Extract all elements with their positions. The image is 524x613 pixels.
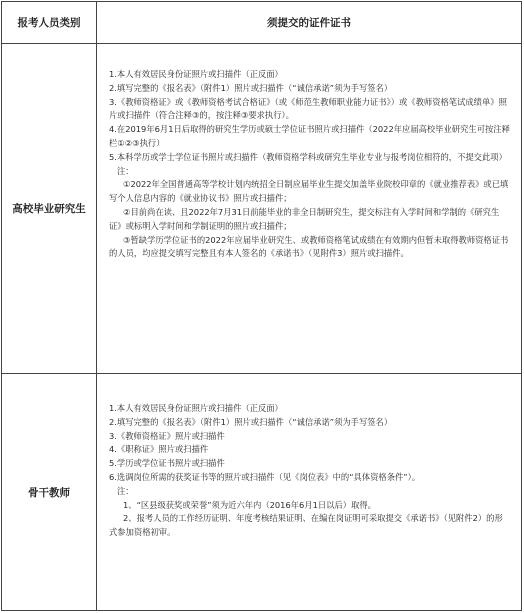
note-label: 注： <box>117 485 134 496</box>
note-item: ③暂缺学历学位证书的2022年应届毕业研究生、或教师资格笔试成绩在有效期内但暂未取得教师资格证书的人员，均应提交填写完整且有本人签名的《承诺书》（见附件3）照片或扫描件。 <box>109 234 509 259</box>
category-cell: 高校毕业研究生 <box>2 44 97 373</box>
list-item: 3.《教师资格证》或《教师资格考试合格证》（或《师范生教师职业能力证书》）或《教师资格笔试成绩单》照片或扫描件（符合注释③的，按注释③要求执行）。 <box>109 96 507 121</box>
requirements-table <box>1 1 522 611</box>
note-item: 2、报考人员的工作经历证明、年度考核结果证明、在编在岗证明可采取提交《承诺书》（见附件2）的形式参加资格初审。 <box>109 513 503 538</box>
note-item: ①2022年全国普通高等学校计划内统招全日制应届毕业生提交加盖毕业院校印章的《就业推荐表》或已填写个人信息内容的《就业协议书》照片或扫描件； <box>109 179 509 204</box>
header-category: 报考人员类别 <box>2 2 97 43</box>
note-item: ②目前尚在读、且2022年7月31日前能毕业的非全日制研究生，提交标注有入学时间和学制的《研究生证》或标明入学时间和学制证明的照片或扫描件； <box>109 206 500 231</box>
list-item: 1.本人有效居民身份证照片或扫描件（正反面） <box>109 69 283 79</box>
list-item: 6.选调岗位所需的获奖证书等的照片或扫描件（见《岗位表》中的“具体资格条件”）。 <box>109 471 421 482</box>
note-item: 1、“区县级获奖或荣誉”须为近六年内（2016年6月1日以后）取得。 <box>123 499 376 510</box>
table-row-key-teacher <box>2 374 521 610</box>
category-cell: 骨干教师 <box>2 374 97 610</box>
list-item: 1.本人有效居民身份证照片或扫描件（正反面） <box>109 403 283 413</box>
documents-cell <box>97 374 521 610</box>
table-header-row <box>2 2 521 44</box>
list-item: 3.《教师资格证》照片或扫描件 <box>109 430 225 441</box>
list-item: 2.填写完整的《报名表》（附件1）照片或扫描件（“诚信承诺”须为手写签名） <box>109 416 393 427</box>
documents-cell <box>97 44 521 373</box>
header-documents: 须提交的证件证书 <box>267 17 351 29</box>
list-item: 4.在2019年6月1日后取得的研究生学历或硕士学位证书照片或扫描件（2022年应届高校毕业研究生可按注释栏①②③执行） <box>109 124 510 148</box>
list-item: 2.填写完整的《报名表》（附件1）照片或扫描件（“诚信承诺”须为手写签名） <box>109 82 393 93</box>
table-row-graduate <box>2 44 521 374</box>
list-item: 4.《职称证》照片或扫描件 <box>109 444 209 455</box>
note-label: 注： <box>117 165 134 176</box>
list-item: 5.本科学历或学士学位证书照片或扫描件（教师资格学科或研究生毕业专业与报考岗位相符的，不提交此项） <box>109 151 507 162</box>
list-item: 5.学历或学位证书照片或扫描件 <box>109 458 225 469</box>
